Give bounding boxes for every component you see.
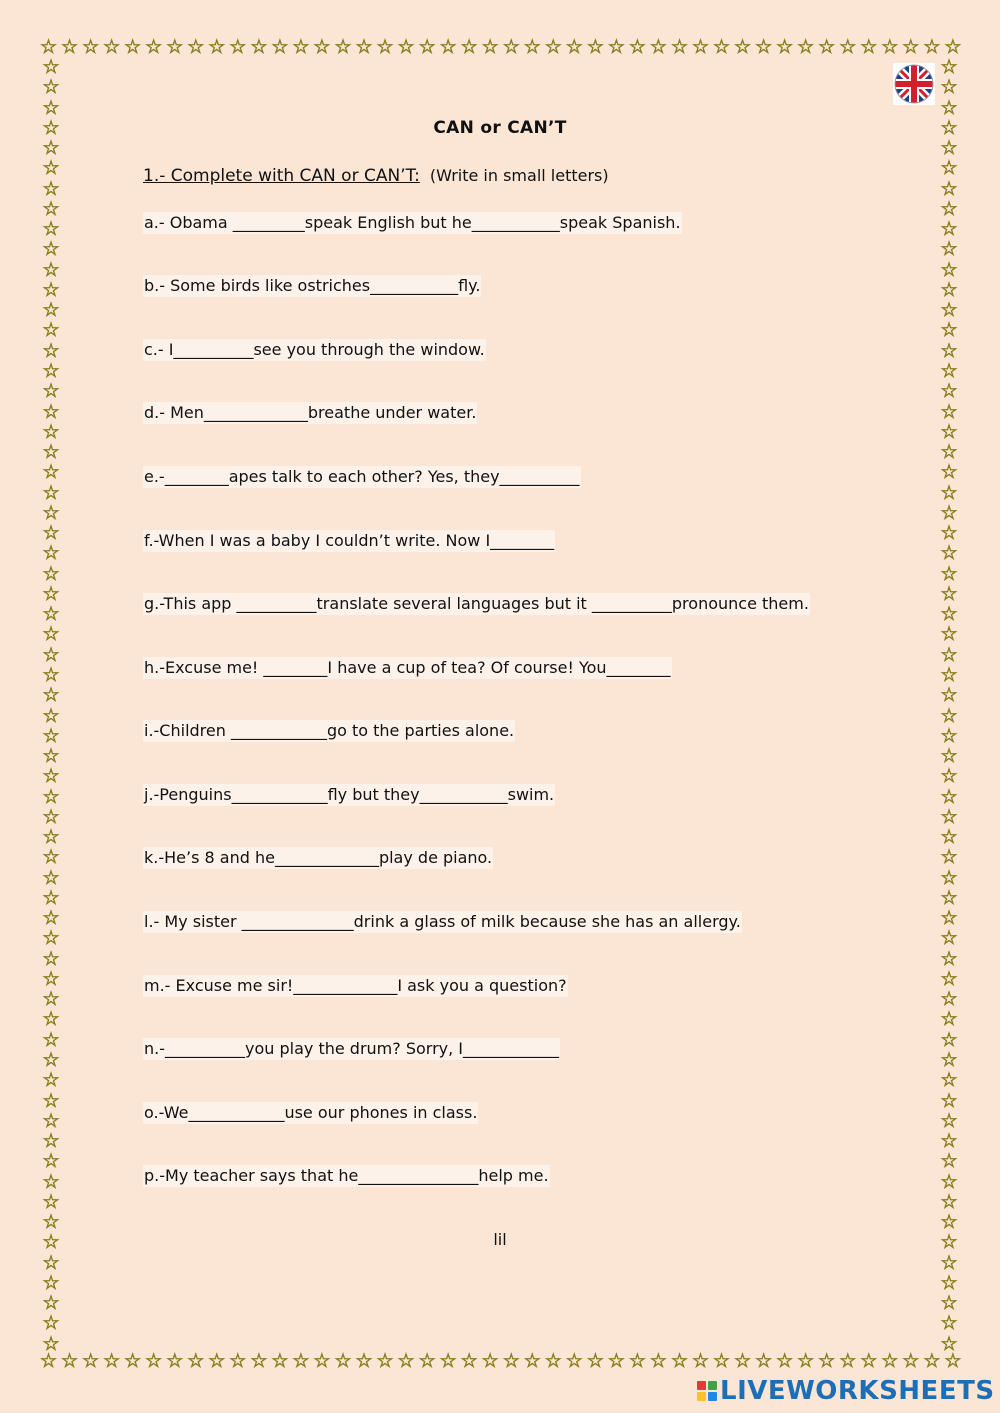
star-icon: ☆ bbox=[818, 38, 836, 58]
star-icon: ☆ bbox=[42, 1292, 60, 1315]
star-icon: ☆ bbox=[42, 177, 60, 200]
star-icon: ☆ bbox=[881, 1352, 899, 1372]
star-icon: ☆ bbox=[944, 1352, 962, 1372]
star-icon: ☆ bbox=[42, 461, 60, 484]
star-icon: ☆ bbox=[42, 1130, 60, 1153]
star-icon: ☆ bbox=[940, 785, 958, 808]
star-icon: ☆ bbox=[607, 38, 625, 58]
star-icon: ☆ bbox=[42, 1312, 60, 1335]
star-icon: ☆ bbox=[42, 826, 60, 849]
star-icon: ☆ bbox=[944, 38, 962, 58]
star-icon: ☆ bbox=[42, 420, 60, 443]
star-icon: ☆ bbox=[940, 400, 958, 423]
star-icon: ☆ bbox=[42, 785, 60, 808]
star-icon: ☆ bbox=[940, 704, 958, 727]
star-icon: ☆ bbox=[940, 1089, 958, 1112]
star-icon: ☆ bbox=[940, 1130, 958, 1153]
star-icon: ☆ bbox=[502, 1352, 520, 1372]
star-icon: ☆ bbox=[940, 1312, 958, 1335]
liveworksheets-logo[interactable] bbox=[697, 1376, 995, 1406]
star-icon: ☆ bbox=[439, 1352, 457, 1372]
star-icon: ☆ bbox=[523, 1352, 541, 1372]
instruction-text: 1.- Complete with CAN or CAN’T: bbox=[143, 166, 420, 186]
star-icon: ☆ bbox=[42, 258, 60, 281]
liveworksheets-wordmark: LIVEWORKSHEETS bbox=[720, 1376, 995, 1406]
star-icon: ☆ bbox=[124, 1352, 142, 1372]
exercise-item-m: m.- Excuse me sir!_____________I ask you a question? bbox=[144, 976, 567, 995]
star-icon: ☆ bbox=[940, 1231, 958, 1254]
star-icon: ☆ bbox=[940, 359, 958, 382]
star-icon: ☆ bbox=[40, 38, 58, 58]
star-icon: ☆ bbox=[940, 947, 958, 970]
star-icon: ☆ bbox=[670, 38, 688, 58]
star-icon: ☆ bbox=[940, 542, 958, 565]
star-icon: ☆ bbox=[397, 1352, 415, 1372]
star-icon: ☆ bbox=[940, 1332, 958, 1354]
star-icon: ☆ bbox=[940, 927, 958, 950]
worksheet-title: CAN or CAN’T bbox=[433, 118, 567, 138]
star-icon: ☆ bbox=[460, 1352, 478, 1372]
star-icon: ☆ bbox=[229, 38, 247, 58]
exercise-item-b: b.- Some birds like ostriches___________fly. bbox=[144, 276, 481, 295]
exercise-instruction bbox=[143, 166, 609, 186]
star-icon: ☆ bbox=[940, 907, 958, 930]
star-icon: ☆ bbox=[439, 38, 457, 58]
star-icon: ☆ bbox=[376, 38, 394, 58]
star-icon: ☆ bbox=[124, 38, 142, 58]
star-icon: ☆ bbox=[42, 967, 60, 990]
star-icon: ☆ bbox=[42, 866, 60, 889]
star-icon: ☆ bbox=[940, 481, 958, 504]
bottom-star-border bbox=[40, 1352, 962, 1374]
star-icon: ☆ bbox=[42, 907, 60, 930]
star-icon: ☆ bbox=[691, 1352, 710, 1372]
instruction-note: (Write in small letters) bbox=[429, 166, 609, 185]
star-icon: ☆ bbox=[940, 1292, 958, 1315]
star-icon: ☆ bbox=[649, 38, 667, 58]
star-icon: ☆ bbox=[42, 1170, 60, 1193]
star-icon: ☆ bbox=[103, 1352, 121, 1372]
logo-square-green bbox=[708, 1381, 717, 1390]
star-icon: ☆ bbox=[42, 805, 60, 828]
star-icon: ☆ bbox=[42, 663, 60, 686]
star-icon: ☆ bbox=[42, 724, 60, 747]
star-icon: ☆ bbox=[42, 704, 60, 727]
star-icon: ☆ bbox=[166, 1352, 184, 1372]
star-icon: ☆ bbox=[334, 38, 352, 58]
star-icon: ☆ bbox=[42, 238, 60, 261]
star-icon: ☆ bbox=[187, 38, 205, 58]
star-icon: ☆ bbox=[313, 38, 331, 58]
star-icon: ☆ bbox=[797, 1352, 815, 1372]
star-icon: ☆ bbox=[313, 1352, 331, 1372]
star-icon: ☆ bbox=[40, 1352, 58, 1372]
star-icon: ☆ bbox=[42, 765, 60, 788]
star-icon: ☆ bbox=[940, 826, 958, 849]
star-icon: ☆ bbox=[481, 1352, 499, 1372]
star-icon: ☆ bbox=[940, 1211, 958, 1234]
star-icon: ☆ bbox=[670, 1352, 688, 1372]
star-icon: ☆ bbox=[940, 603, 958, 626]
star-icon: ☆ bbox=[42, 542, 60, 565]
star-icon: ☆ bbox=[42, 886, 60, 909]
star-icon: ☆ bbox=[940, 623, 958, 646]
star-icon: ☆ bbox=[940, 197, 958, 220]
star-icon: ☆ bbox=[502, 38, 520, 58]
star-icon: ☆ bbox=[940, 319, 958, 342]
star-icon: ☆ bbox=[940, 238, 958, 261]
star-icon: ☆ bbox=[42, 927, 60, 950]
star-icon: ☆ bbox=[42, 643, 60, 666]
star-icon: ☆ bbox=[902, 1352, 920, 1372]
star-icon: ☆ bbox=[145, 38, 163, 58]
exercise-item-a: a.- Obama _________speak English but he___________speak Spanish. bbox=[144, 213, 681, 232]
star-icon: ☆ bbox=[691, 38, 710, 58]
star-icon: ☆ bbox=[940, 1170, 958, 1193]
star-icon: ☆ bbox=[42, 359, 60, 382]
star-icon: ☆ bbox=[42, 441, 60, 464]
star-icon: ☆ bbox=[713, 38, 731, 58]
star-icon: ☆ bbox=[940, 1190, 958, 1213]
star-icon: ☆ bbox=[940, 988, 958, 1011]
star-icon: ☆ bbox=[42, 1028, 60, 1051]
exercise-item-j: j.-Penguins____________fly but they___________swim. bbox=[144, 785, 555, 804]
exercise-item-l: l.- My sister ______________drink a glass of milk because she has an allergy. bbox=[144, 912, 741, 931]
star-icon: ☆ bbox=[940, 846, 958, 869]
star-icon: ☆ bbox=[565, 38, 583, 58]
star-icon: ☆ bbox=[940, 96, 958, 119]
star-icon: ☆ bbox=[42, 1109, 60, 1132]
star-icon: ☆ bbox=[776, 38, 794, 58]
star-icon: ☆ bbox=[940, 157, 958, 180]
star-icon: ☆ bbox=[940, 582, 958, 605]
star-icon: ☆ bbox=[42, 299, 60, 322]
star-icon: ☆ bbox=[61, 1352, 79, 1372]
star-icon: ☆ bbox=[940, 1028, 958, 1051]
star-icon: ☆ bbox=[208, 1352, 226, 1372]
star-icon: ☆ bbox=[42, 400, 60, 423]
star-icon: ☆ bbox=[544, 38, 562, 58]
star-icon: ☆ bbox=[940, 278, 958, 301]
star-icon: ☆ bbox=[839, 38, 857, 58]
star-icon: ☆ bbox=[923, 38, 941, 58]
star-icon: ☆ bbox=[797, 38, 815, 58]
star-icon: ☆ bbox=[42, 1231, 60, 1254]
exercise-item-o: o.-We____________use our phones in class. bbox=[144, 1103, 478, 1122]
star-icon: ☆ bbox=[940, 420, 958, 443]
star-icon: ☆ bbox=[940, 258, 958, 281]
star-icon: ☆ bbox=[42, 988, 60, 1011]
star-icon: ☆ bbox=[902, 38, 920, 58]
exercise-item-d: d.- Men_____________breathe under water. bbox=[144, 403, 477, 422]
star-icon: ☆ bbox=[940, 1008, 958, 1031]
star-icon: ☆ bbox=[586, 1352, 604, 1372]
star-icon: ☆ bbox=[250, 38, 268, 58]
star-icon: ☆ bbox=[940, 967, 958, 990]
star-icon: ☆ bbox=[940, 684, 958, 707]
star-icon: ☆ bbox=[940, 663, 958, 686]
star-icon: ☆ bbox=[565, 1352, 583, 1372]
exercise-item-e: e.-________apes talk to each other? Yes, they__________ bbox=[144, 467, 580, 486]
star-icon: ☆ bbox=[271, 1352, 289, 1372]
star-icon: ☆ bbox=[940, 177, 958, 200]
star-icon: ☆ bbox=[292, 38, 310, 58]
star-icon: ☆ bbox=[481, 38, 499, 58]
star-icon: ☆ bbox=[42, 1089, 60, 1112]
star-icon: ☆ bbox=[818, 1352, 836, 1372]
star-icon: ☆ bbox=[940, 380, 958, 403]
star-icon: ☆ bbox=[940, 1251, 958, 1274]
star-icon: ☆ bbox=[82, 1352, 100, 1372]
star-icon: ☆ bbox=[187, 1352, 205, 1372]
logo-square-yellow bbox=[697, 1392, 706, 1401]
uk-flag-icon bbox=[893, 63, 935, 105]
star-icon: ☆ bbox=[860, 38, 878, 58]
star-icon: ☆ bbox=[628, 38, 646, 58]
star-icon: ☆ bbox=[940, 116, 958, 139]
star-icon: ☆ bbox=[42, 218, 60, 241]
star-icon: ☆ bbox=[292, 1352, 310, 1372]
star-icon: ☆ bbox=[42, 380, 60, 403]
author-signature: lil bbox=[493, 1230, 507, 1249]
star-icon: ☆ bbox=[523, 38, 541, 58]
star-icon: ☆ bbox=[734, 1352, 752, 1372]
star-icon: ☆ bbox=[940, 562, 958, 585]
star-icon: ☆ bbox=[355, 38, 373, 58]
star-icon: ☆ bbox=[42, 116, 60, 139]
star-icon: ☆ bbox=[940, 1069, 958, 1092]
star-icon: ☆ bbox=[860, 1352, 878, 1372]
star-icon: ☆ bbox=[42, 157, 60, 180]
star-icon: ☆ bbox=[940, 137, 958, 160]
star-icon: ☆ bbox=[42, 137, 60, 160]
star-icon: ☆ bbox=[713, 1352, 731, 1372]
star-icon: ☆ bbox=[42, 481, 60, 504]
exercise-item-f: f.-When I was a baby I couldn’t write. Now I________ bbox=[144, 531, 555, 550]
star-icon: ☆ bbox=[42, 58, 60, 78]
star-icon: ☆ bbox=[881, 38, 899, 58]
star-icon: ☆ bbox=[940, 745, 958, 768]
logo-square-red bbox=[697, 1381, 706, 1390]
star-icon: ☆ bbox=[586, 38, 604, 58]
right-star-border bbox=[938, 58, 960, 1354]
star-icon: ☆ bbox=[940, 886, 958, 909]
star-icon: ☆ bbox=[940, 441, 958, 464]
exercise-item-n: n.-__________you play the drum? Sorry, I____________ bbox=[144, 1039, 560, 1058]
star-icon: ☆ bbox=[460, 38, 478, 58]
star-icon: ☆ bbox=[607, 1352, 625, 1372]
exercise-item-i: i.-Children ____________go to the parties alone. bbox=[144, 721, 515, 740]
star-icon: ☆ bbox=[42, 846, 60, 869]
star-icon: ☆ bbox=[940, 58, 958, 78]
star-icon: ☆ bbox=[42, 522, 60, 545]
star-icon: ☆ bbox=[376, 1352, 394, 1372]
star-icon: ☆ bbox=[940, 866, 958, 889]
star-icon: ☆ bbox=[940, 643, 958, 666]
top-star-border bbox=[40, 38, 962, 60]
logo-square-blue bbox=[708, 1392, 717, 1401]
star-icon: ☆ bbox=[42, 684, 60, 707]
star-icon: ☆ bbox=[42, 339, 60, 362]
star-icon: ☆ bbox=[755, 38, 773, 58]
exercise-item-p: p.-My teacher says that he_______________help me. bbox=[144, 1166, 549, 1185]
star-icon: ☆ bbox=[42, 1069, 60, 1092]
star-icon: ☆ bbox=[418, 1352, 436, 1372]
star-icon: ☆ bbox=[42, 582, 60, 605]
star-icon: ☆ bbox=[42, 947, 60, 970]
star-icon: ☆ bbox=[42, 1150, 60, 1173]
star-icon: ☆ bbox=[42, 603, 60, 626]
star-icon: ☆ bbox=[208, 38, 226, 58]
star-icon: ☆ bbox=[940, 76, 958, 99]
star-icon: ☆ bbox=[418, 38, 436, 58]
star-icon: ☆ bbox=[397, 38, 415, 58]
star-icon: ☆ bbox=[42, 1251, 60, 1274]
star-icon: ☆ bbox=[42, 76, 60, 99]
star-icon: ☆ bbox=[940, 1049, 958, 1072]
star-icon: ☆ bbox=[734, 38, 752, 58]
star-icon: ☆ bbox=[355, 1352, 373, 1372]
star-icon: ☆ bbox=[42, 197, 60, 220]
star-icon: ☆ bbox=[42, 562, 60, 585]
star-icon: ☆ bbox=[42, 1008, 60, 1031]
star-icon: ☆ bbox=[334, 1352, 352, 1372]
star-icon: ☆ bbox=[42, 1049, 60, 1072]
star-icon: ☆ bbox=[940, 218, 958, 241]
star-icon: ☆ bbox=[940, 1150, 958, 1173]
star-icon: ☆ bbox=[940, 724, 958, 747]
star-icon: ☆ bbox=[940, 765, 958, 788]
star-icon: ☆ bbox=[271, 38, 289, 58]
star-icon: ☆ bbox=[42, 1332, 60, 1354]
star-icon: ☆ bbox=[544, 1352, 562, 1372]
liveworksheets-logo-icon bbox=[697, 1381, 717, 1401]
star-icon: ☆ bbox=[145, 1352, 163, 1372]
star-icon: ☆ bbox=[940, 1271, 958, 1294]
star-icon: ☆ bbox=[42, 623, 60, 646]
star-icon: ☆ bbox=[839, 1352, 857, 1372]
left-star-border bbox=[40, 58, 62, 1354]
star-icon: ☆ bbox=[42, 1211, 60, 1234]
star-icon: ☆ bbox=[166, 38, 184, 58]
star-icon: ☆ bbox=[42, 745, 60, 768]
star-icon: ☆ bbox=[923, 1352, 941, 1372]
star-icon: ☆ bbox=[42, 319, 60, 342]
star-icon: ☆ bbox=[628, 1352, 646, 1372]
exercise-item-k: k.-He’s 8 and he_____________play de piano. bbox=[144, 848, 493, 867]
star-icon: ☆ bbox=[940, 501, 958, 524]
star-icon: ☆ bbox=[42, 501, 60, 524]
star-icon: ☆ bbox=[940, 1109, 958, 1132]
star-icon: ☆ bbox=[940, 299, 958, 322]
star-icon: ☆ bbox=[42, 96, 60, 119]
exercise-item-h: h.-Excuse me! ________I have a cup of tea? Of course! You________ bbox=[144, 658, 671, 677]
star-icon: ☆ bbox=[42, 278, 60, 301]
star-icon: ☆ bbox=[776, 1352, 794, 1372]
star-icon: ☆ bbox=[82, 38, 100, 58]
star-icon: ☆ bbox=[940, 522, 958, 545]
star-icon: ☆ bbox=[103, 38, 121, 58]
exercise-item-g: g.-This app __________translate several languages but it __________pronounce them. bbox=[144, 594, 809, 613]
star-icon: ☆ bbox=[229, 1352, 247, 1372]
exercise-item-c: c.- I__________see you through the window. bbox=[144, 340, 485, 359]
star-icon: ☆ bbox=[42, 1190, 60, 1213]
star-icon: ☆ bbox=[649, 1352, 667, 1372]
star-icon: ☆ bbox=[940, 805, 958, 828]
star-icon: ☆ bbox=[250, 1352, 268, 1372]
star-icon: ☆ bbox=[940, 339, 958, 362]
star-icon: ☆ bbox=[755, 1352, 773, 1372]
star-icon: ☆ bbox=[940, 461, 958, 484]
star-icon: ☆ bbox=[61, 38, 79, 58]
star-icon: ☆ bbox=[42, 1271, 60, 1294]
